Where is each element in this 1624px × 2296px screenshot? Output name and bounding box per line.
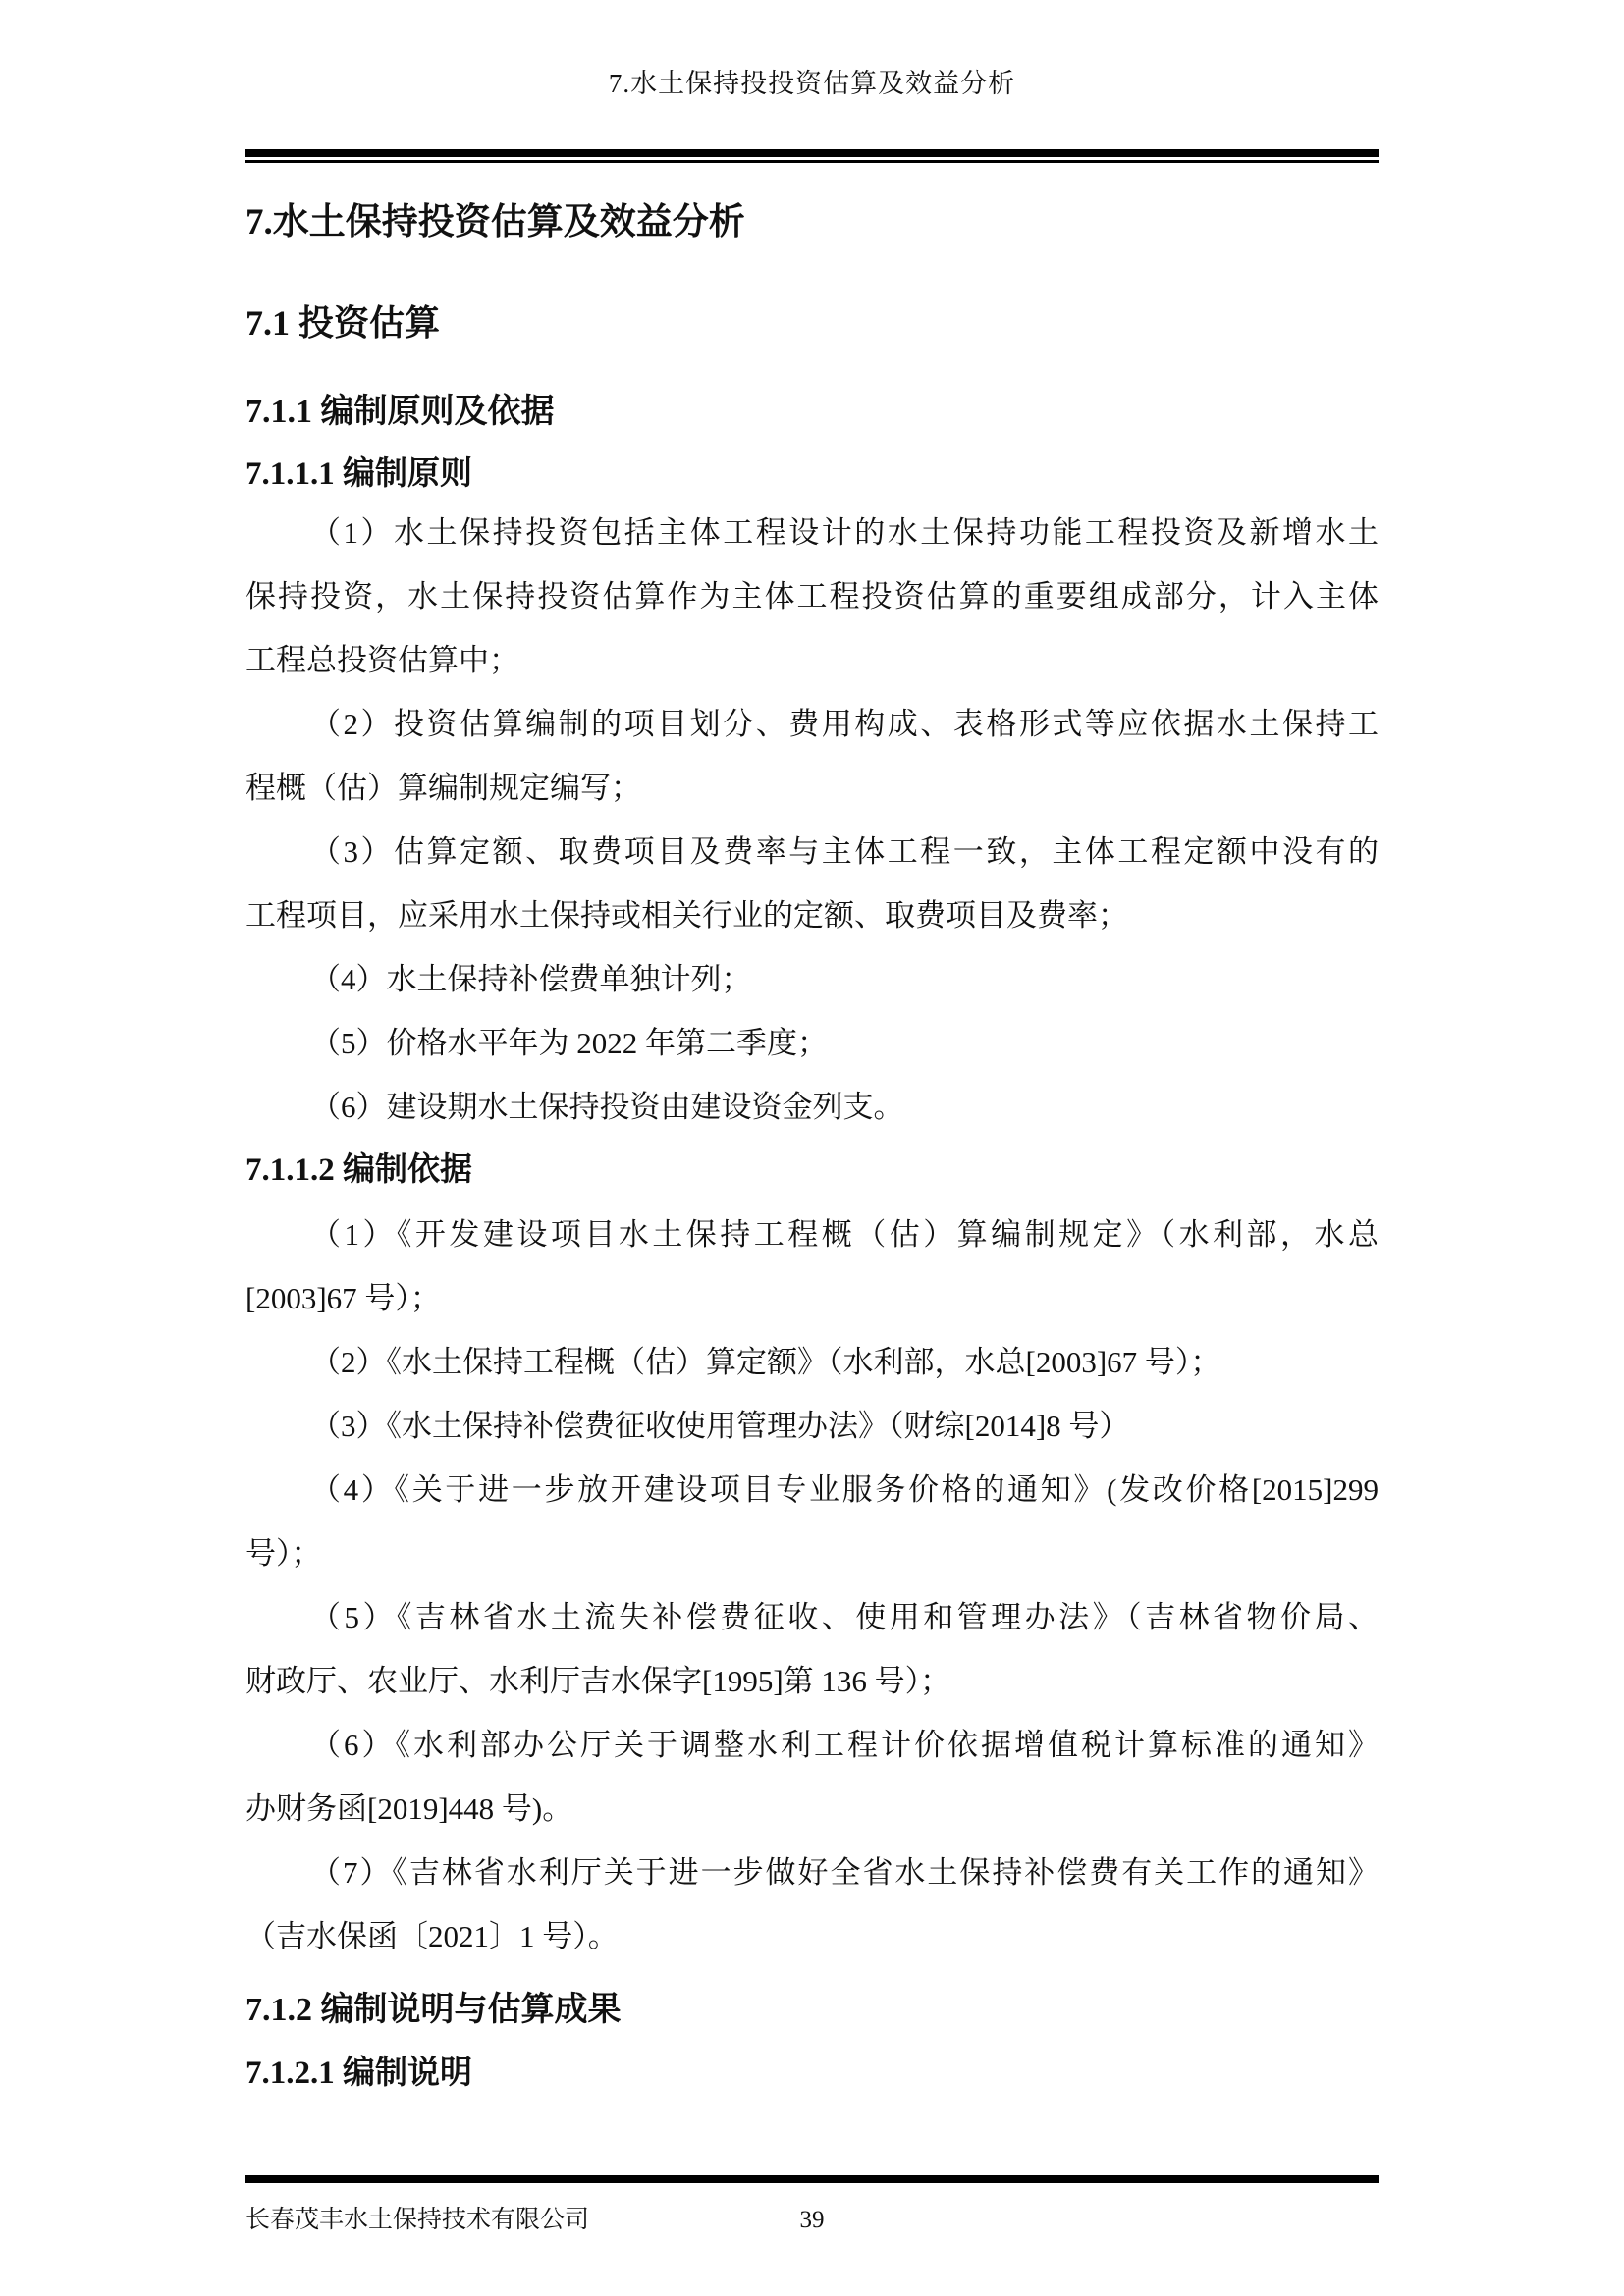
body-line: （4）水土保持补偿费单独计列； <box>310 962 752 996</box>
section-heading: 7.1.1.1 编制原则 <box>245 456 472 492</box>
body-line: 工程项目，应采用水土保持或相关行业的定额、取费项目及费率； <box>245 898 1128 933</box>
footer-page-number: 39 <box>799 2207 825 2233</box>
body-line: （1）《开发建设项目水土保持工程概（估）算编制规定》（水利部，水总 <box>310 1217 1379 1252</box>
body-line: （6）建设期水土保持投资由建设资金列支。 <box>310 1090 904 1124</box>
running-header <box>0 65 1624 102</box>
body-line: 保持投资，水土保持投资估算作为主体工程投资估算的重要组成部分，计入主体 <box>245 579 1379 614</box>
body-line: 财政厅、农业厅、水利厅吉水保字[1995]第 136 号）； <box>245 1664 951 1698</box>
body-line: （1）水土保持投资包括主体工程设计的水土保持功能工程投资及新增水土 <box>310 515 1379 550</box>
body-line: 工程总投资估算中； <box>245 643 519 677</box>
section-heading: 7.1.1.2 编制依据 <box>245 1152 472 1188</box>
body-line: （吉水保函〔2021〕1 号）。 <box>245 1919 619 1953</box>
body-line: （2）《水土保持工程概（估）算定额》（水利部，水总[2003]67 号）； <box>310 1345 1221 1379</box>
body-line: （6）《水利部办公厅关于调整水利工程计价依据增值税计算标准的通知》 <box>310 1728 1379 1762</box>
running-header-title: 7.水土保持投投资估算及效益分析 <box>608 69 1016 98</box>
footer-company: 长春茂丰水土保持技术有限公司 <box>245 2207 590 2233</box>
section-heading: 7.1.2.1 编制说明 <box>245 2056 472 2091</box>
section-heading: 7.1.1 编制原则及依据 <box>245 394 555 430</box>
body-line: 程概（估）算编制规定编写； <box>245 771 641 805</box>
body-line: （7）《吉林省水利厅关于进一步做好全省水土保持补偿费有关工作的通知》 <box>310 1855 1379 1890</box>
section-heading: 7.1.2 编制说明与估算成果 <box>245 1992 622 2028</box>
body-line: （5）《吉林省水土流失补偿费征收、使用和管理办法》（吉林省物价局、 <box>310 1600 1379 1634</box>
body-line: （4）《关于进一步放开建设项目专业服务价格的通知》(发改价格[2015]299 <box>310 1472 1379 1507</box>
section-heading: 7.水土保持投资估算及效益分析 <box>245 202 745 242</box>
page-content <box>245 196 1379 2106</box>
footer-rule <box>245 2175 1379 2183</box>
body-line: （5）价格水平年为 2022 年第二季度； <box>310 1026 828 1060</box>
header-rule <box>245 149 1379 163</box>
body-line: （2）投资估算编制的项目划分、费用构成、表格形式等应依据水土保持工 <box>310 707 1379 741</box>
body-line: [2003]67 号）； <box>245 1281 441 1315</box>
body-line: 办财务函[2019]448 号)。 <box>245 1791 573 1826</box>
section-heading: 7.1 投资估算 <box>245 303 441 343</box>
body-line: 号）； <box>245 1536 322 1571</box>
body-line: （3）估算定额、取费项目及费率与主体工程一致，主体工程定额中没有的 <box>310 834 1379 869</box>
body-line: （3）《水土保持补偿费征收使用管理办法》（财综[2014]8 号） <box>310 1409 1130 1443</box>
